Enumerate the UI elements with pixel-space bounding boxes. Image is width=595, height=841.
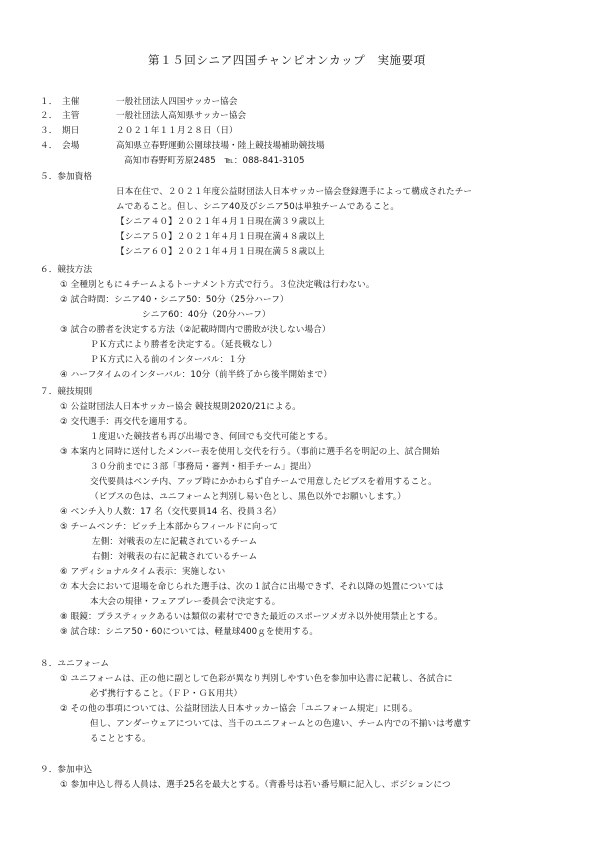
list-item: ① ユニフォームは、正の他に副として色彩が異なり判別しやすい色を参加申込書に記載し、各試合に <box>60 674 453 684</box>
list-item: ③ 本案内と同時に送付したメンバー表を使用し交代を行う。（事前に選手名を明記の上、試合開始 <box>60 447 440 457</box>
section-label: 主催 <box>62 97 80 107</box>
list-item-continuation: シニア60：40分（20分ハーフ） <box>142 310 271 320</box>
paragraph-line: 日本在住で、２０２１年度公益財団法人日本サッカー協会登録選手によって構成されたチー <box>116 187 473 197</box>
section-number: ２． <box>40 111 58 121</box>
list-item-continuation: 右側：対戦表の右に記載されているチーム <box>92 552 258 562</box>
section-heading: ８．ユニフォーム <box>40 659 110 669</box>
list-item-continuation: 本大会の規律・フェアプレー委員会で決定する。 <box>90 597 281 607</box>
section-label: 会場 <box>62 141 80 151</box>
section-value: 高知県立春野運動公園球技場・陸上競技場補助競技場 <box>116 141 325 151</box>
paragraph-line: ムであること。但し、シニア40及びシニア50は単独チームであること。 <box>116 202 400 212</box>
list-item: ① 参加申込し得る人員は、選手25名を最大とする。（背番号は若い番号順に記入し、ポジションにつ <box>60 780 451 790</box>
list-item-continuation: 左側：対戦表の左に記載されているチーム <box>92 537 258 547</box>
list-item: ④ ベンチ入り人数：17 名（交代要員14 名、役員３名） <box>60 507 282 517</box>
list-item: ② 試合時間：シニア40・シニア50：50分（25分ハーフ） <box>60 295 289 305</box>
age-requirement: 【シニア６０】２０２１年４月１日現在満５８歳以上 <box>116 247 325 257</box>
list-item: ② 交代選手：再交代を適用する。 <box>60 417 193 427</box>
list-item: ① 全種別ともに４チームよるトーナメント方式で行う。３位決定戦は行わない。 <box>60 280 375 290</box>
section-label: 主管 <box>62 111 80 121</box>
section-value: 一般社団法人四国サッカー協会 <box>116 97 238 107</box>
list-item-continuation: ＰＫ方式に入る前のインターバル：１分 <box>90 355 246 365</box>
list-item: ⑦ 本大会において退場を命じられた選手は、次の１試合に出場できず、それ以降の処置については <box>60 582 444 592</box>
age-requirement: 【シニア５０】２０２１年４月１日現在満４８歳以上 <box>116 232 325 242</box>
section-number: ３． <box>40 126 58 136</box>
list-item-continuation: １度退いた競技者も再び出場でき、何回でも交代可能とする。 <box>90 432 334 442</box>
list-item: ⑤ チームベンチ：ピッチ上本部からフィールドに向って <box>60 522 279 532</box>
list-item-continuation: ３０分前までに３部「事務局・審判・相手チーム」提出） <box>90 462 317 472</box>
list-item: ① 公益財団法人日本サッカー協会 競技規則2020/21による。 <box>60 402 301 412</box>
section-number: ４． <box>40 141 58 151</box>
section-number: １． <box>40 97 58 107</box>
list-item-continuation: ＰＫ方式により勝者を決定する。（延長戦なし） <box>90 340 277 350</box>
section-label: 期日 <box>62 126 80 136</box>
document-title: 第１５回シニア四国チャンピオンカップ 実施要項 <box>148 53 426 67</box>
list-item: ⑨ 試合球：シニア50・60については、軽量球400ｇを使用する。 <box>60 627 319 637</box>
list-item-continuation: ることとする。 <box>90 734 151 744</box>
section-heading: ９．参加申込 <box>40 765 93 775</box>
list-item-continuation: （ビブスの色は、ユニフォームと判別し易い色とし、黒色以外でお願いします。） <box>90 492 406 502</box>
section-value: ２０２１年１１月２８日（日） <box>116 126 238 136</box>
section-heading: ７．競技規則 <box>40 387 93 397</box>
venue-address: 高知市春野町芳原2485 ℡：088-841-3105 <box>124 156 305 166</box>
list-item: ⑧ 眼鏡：プラスティックあるいは類似の素材でできた最近のスポーツメガネ以外使用禁止とする。 <box>60 612 443 622</box>
list-item-continuation: 交代要員はベンチ内、アップ時にかかわらず自チームで用意したビブスを着用すること。 <box>90 477 437 487</box>
list-item: ③ 試合の勝者を決定する方法（②記載時間内で勝敗が決しない場合） <box>60 325 331 335</box>
list-item: ⑥ アディショナルタイム表示：実施しない <box>60 567 226 577</box>
age-requirement: 【シニア４０】２０２１年４月１日現在満３９歳以上 <box>116 217 325 227</box>
section-value: 一般社団法人高知県サッカー協会 <box>116 111 247 121</box>
section-heading: ６．競技方法 <box>40 265 93 275</box>
list-item: ② その他の事項については、公益財団法人日本サッカー協会「ユニフォーム規定」に則る。 <box>60 704 418 714</box>
list-item-continuation: 但し、アンダーウェアについては、当千のユニフォームとの色違い、チーム内での不揃いは考慮す <box>90 719 471 729</box>
section-heading: ５．参加資格 <box>40 172 93 182</box>
list-item-continuation: 必ず携行すること。（ＦＰ・ＧＫ用共） <box>90 689 243 699</box>
list-item: ④ ハーフタイムのインターバル：10分（前半終了から後半開始まで） <box>60 370 332 380</box>
